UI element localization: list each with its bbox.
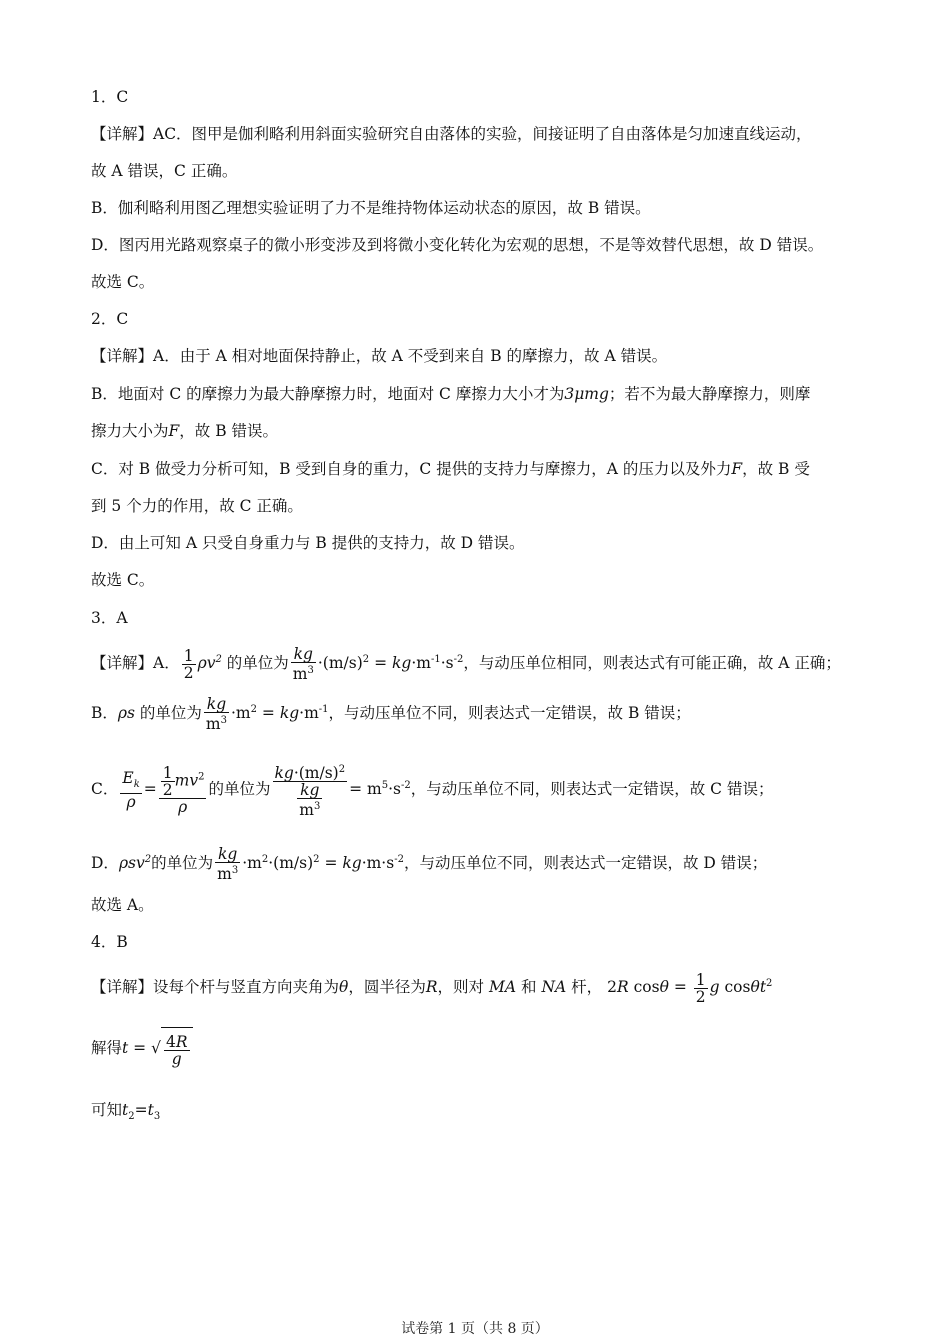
q2-c1-post: ，故 B 受	[742, 460, 810, 478]
q3-a-formula: $\rho v^2$	[197, 654, 222, 673]
q3-c-pre: C．	[91, 780, 119, 799]
q2-b2-var: F	[168, 422, 180, 440]
q3-d-formula: ρsv$^2$	[118, 854, 152, 873]
q4-solve-formula: t = √ $\frac{4R}{g}$	[122, 1039, 193, 1057]
q3-conclusion: 故选 A。	[91, 896, 154, 914]
q3-d-unit-fraction: $\frac{kg}{m^3}$	[217, 845, 239, 884]
q2-detail-d: D．由上可知 A 只受自身重力与 B 提供的支持力，故 D 错误。	[91, 534, 525, 552]
q3-c-ek-fraction: $\frac{E_k}{\rho}$	[122, 769, 140, 812]
q1-answer: 1．C	[91, 88, 129, 106]
q2-detail-b-line-1	[91, 383, 810, 405]
q3-answer: 3．A	[91, 609, 128, 627]
q4-na: NA	[541, 978, 567, 997]
q2-detail-c-line-2: 到 5 个力的作用，故 C 正确。	[91, 497, 303, 515]
q4-solve-label: 解得	[91, 1039, 123, 1057]
q1-conclusion: 故选 C。	[91, 273, 155, 291]
q2-c1-var: F	[731, 460, 743, 478]
q2-detail-a: 【详解】A．由于 A 相对地面保持静止，故 A 不受到来自 B 的摩擦力，故 A 错误。	[91, 347, 668, 365]
q4-detail	[91, 964, 772, 1007]
q3-c-post: ，与动压单位不同，则表达式一定错误，故 C 错误；	[410, 780, 774, 799]
q2-detail-c-line-1	[91, 458, 810, 480]
q4-detail-mid1: ，圆半径为	[348, 978, 426, 997]
q3-a-unit-rest: $\cdot(m/s)^2 = kg\cdot m^{-1}\cdot s^{-2}$	[317, 654, 464, 673]
q4-know-label: 可知	[91, 1101, 123, 1119]
q3-b-pre: B．	[91, 704, 118, 723]
q1-detail-line-1: 【详解】AC．图甲是伽利略利用斜面实验研究自由落体的实验，间接证明了自由落体是匀加速直线运动，	[91, 125, 812, 143]
q1-detail-d: D．图丙用光路观察桌子的微小形变涉及到将微小变化转化为宏观的思想，不是等效替代思想，故 D 错误。	[91, 236, 824, 254]
q2-b1-post: ；若不为最大静摩擦力，则摩	[608, 385, 811, 403]
q3-c-unit-fraction: $\frac{kg\cdot(m/s)^2}{\frac{kg}{m^3}}$	[274, 764, 346, 820]
q3-detail-d	[91, 840, 767, 883]
q3-detail-b	[91, 690, 691, 733]
q4-detail-mid2: ，则对	[437, 978, 485, 997]
q3-b-post: ，与动压单位不同，则表达式一定错误，故 B 错误；	[328, 704, 691, 723]
q4-know-formula: $t_2=t_3$	[122, 1101, 161, 1123]
q3-d-post: ，与动压单位不同，则表达式一定错误，故 D 错误；	[403, 854, 768, 873]
q4-solve	[91, 1026, 193, 1072]
q3-detail-a	[91, 640, 841, 683]
q3-b-unit-rest: $\cdot m^2 = kg\cdot m^{-1}$	[231, 704, 329, 723]
q4-detail-post: 杆，	[571, 978, 603, 997]
q2-conclusion: 故选 C。	[91, 571, 155, 589]
q2-b2-post: ，故 B 错误。	[179, 422, 279, 440]
q2-answer: 2．C	[91, 310, 129, 328]
q4-equation: 2R cosθ = $\frac{1}{2}$ g cosθt$^2$	[607, 970, 773, 1006]
q4-know	[91, 1099, 160, 1128]
q3-d-unit-rest: $\cdot m^2\cdot(m/s)^2 = kg\cdot m\cdot s^{-2}$	[242, 854, 404, 873]
q3-d-mid: 的单位为	[151, 854, 214, 873]
q3-a-half-fraction: $\frac{1}{2}$	[183, 646, 194, 682]
q3-c-mid: 的单位为	[208, 780, 271, 799]
q3-a-pre: 【详解】A．	[91, 654, 180, 673]
q4-detail-pre: 【详解】设每个杆与竖直方向夹角为	[91, 978, 340, 997]
q3-a-mid: 的单位为	[226, 654, 289, 673]
q3-detail-c: C． $\frac{E_k}{\rho}$ = $\frac{1}{2}$ $mv^2$ ρ 的单位为 $\frac{kg\cdot(m/s)^2}{\frac{kg}{m^3}}$ = $m^5\cdot s^{-2}$，与动压单位不同，则表达式一定错误，故 C 错误；	[91, 764, 774, 820]
q4-answer: 4．B	[91, 933, 128, 951]
q4-ma: MA	[489, 978, 517, 997]
q3-a-unit-fraction: $\frac{kg}{m^3}$	[292, 645, 314, 684]
page-footer: 试卷第 1 页（共 8 页）	[401, 1321, 549, 1337]
q4-and: 和	[521, 978, 537, 997]
q3-a-post: ，与动压单位相同，则表达式有可能正确，故 A 正确；	[463, 654, 841, 673]
q2-b2-pre: 擦力大小为	[91, 422, 169, 440]
q2-detail-b-line-2	[91, 420, 278, 442]
q1-detail-b: B．伽利略利用图乙理想实验证明了力不是维持物体运动状态的原因，故 B 错误。	[91, 199, 651, 217]
q2-b1-formula: 3μmg	[564, 385, 609, 403]
q3-b-mid: 的单位为	[139, 704, 202, 723]
q3-c-unit-rest: = $m^5\cdot s^{-2}$	[349, 780, 411, 799]
q3-b-formula: ρs	[117, 704, 135, 723]
q2-c1-pre: C．对 B 做受力分析可知，B 受到自身的重力，C 提供的支持力与摩擦力，A 的压力以及外力	[91, 460, 732, 478]
q2-b1-pre: B．地面对 C 的摩擦力为最大静摩擦力时，地面对 C 摩擦力大小才为	[91, 385, 565, 403]
q3-d-pre: D．	[91, 854, 119, 873]
q4-radius: R	[425, 978, 438, 997]
q1-detail-line-2: 故 A 错误，C 正确。	[91, 162, 238, 180]
q3-b-unit-fraction: $\frac{kg}{m^3}$	[205, 695, 227, 734]
q3-c-mv-fraction: $\frac{1}{2}$ $mv^2$ ρ	[159, 765, 207, 815]
q4-theta: θ	[339, 978, 349, 997]
